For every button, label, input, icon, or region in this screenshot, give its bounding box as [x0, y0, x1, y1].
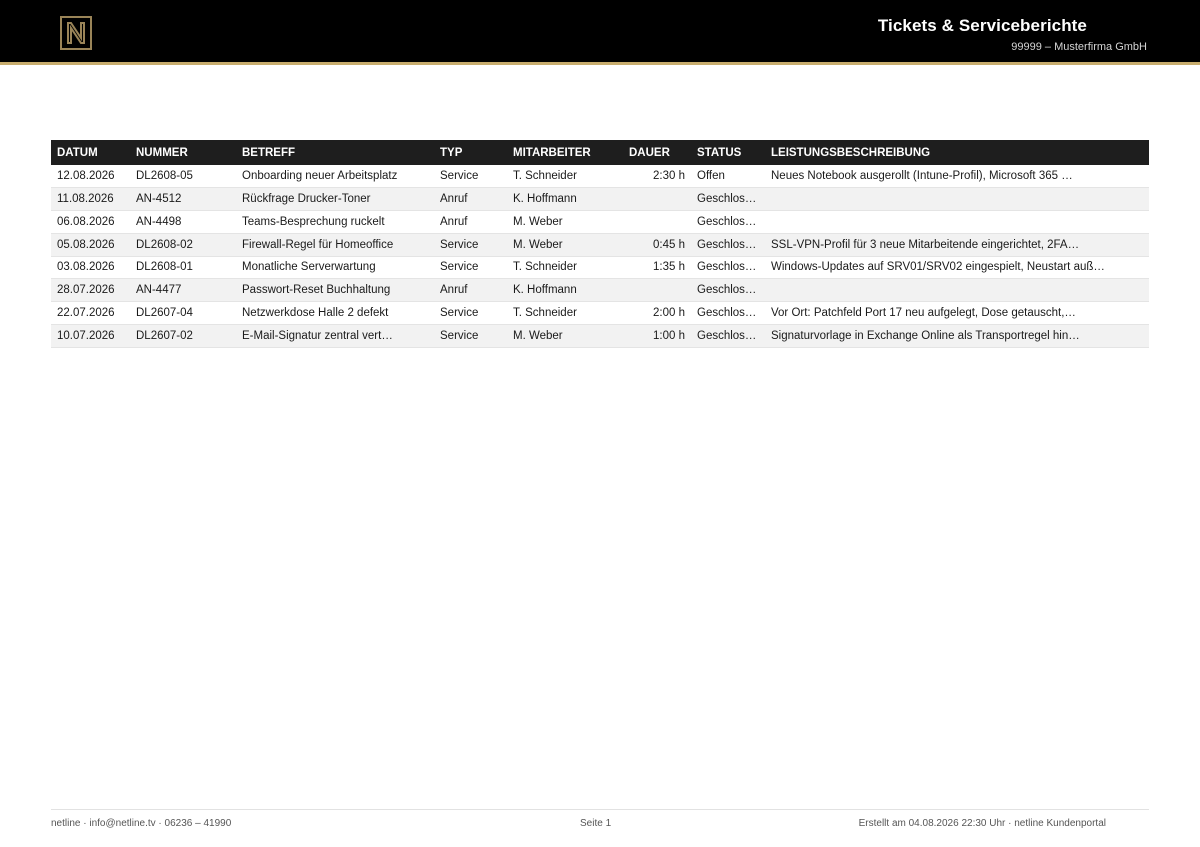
cell-beschreibung: Windows-Updates auf SRV01/SRV02 eingespielt, Neustart auß… [765, 256, 1149, 279]
cell-beschreibung: Neues Notebook ausgerollt (Intune-Profil), Microsoft 365 … [765, 165, 1149, 188]
cell-dauer: 1:35 h [623, 256, 691, 279]
cell-status: Offen [691, 165, 765, 188]
table-row [51, 165, 1149, 188]
table-row [51, 233, 1149, 256]
cell-betreff: Firewall-Regel für Homeoffice [236, 233, 434, 256]
cell-datum: 28.07.2026 [51, 279, 130, 302]
cell-nummer: DL2607-02 [130, 324, 236, 347]
cell-datum: 12.08.2026 [51, 165, 130, 188]
cell-beschreibung: Signaturvorlage in Exchange Online als Transportregel hin… [765, 324, 1149, 347]
cell-status: Geschlos… [691, 256, 765, 279]
cell-beschreibung [765, 279, 1149, 302]
cell-status: Geschlos… [691, 279, 765, 302]
cell-status: Geschlos… [691, 233, 765, 256]
cell-dauer: 0:45 h [623, 233, 691, 256]
column-header-typ: TYP [434, 140, 507, 165]
cell-dauer: 2:30 h [623, 165, 691, 188]
cell-datum: 22.07.2026 [51, 302, 130, 325]
cell-mitarbeiter: K. Hoffmann [507, 188, 623, 211]
cell-typ: Service [434, 165, 507, 188]
cell-dauer [623, 211, 691, 234]
cell-betreff: Onboarding neuer Arbeitsplatz [236, 165, 434, 188]
footer-divider [51, 809, 1149, 810]
cell-typ: Anruf [434, 211, 507, 234]
cell-beschreibung [765, 211, 1149, 234]
footer-contact: netline · info@netline.tv · 06236 – 41990 [51, 818, 232, 829]
cell-betreff: Netzwerkdose Halle 2 defekt [236, 302, 434, 325]
cell-mitarbeiter: M. Weber [507, 324, 623, 347]
table-row [51, 279, 1149, 302]
footer-page-number: Seite 1 [580, 818, 612, 829]
column-header-betreff: BETREFF [236, 140, 434, 165]
cell-status: Geschlos… [691, 211, 765, 234]
cell-dauer [623, 188, 691, 211]
cell-beschreibung [765, 188, 1149, 211]
cell-nummer: AN-4498 [130, 211, 236, 234]
table-row [51, 256, 1149, 279]
column-header-nummer: NUMMER [130, 140, 236, 165]
cell-status: Geschlos… [691, 302, 765, 325]
cell-typ: Anruf [434, 279, 507, 302]
cell-betreff: Monatliche Serverwartung [236, 256, 434, 279]
cell-beschreibung: Vor Ort: Patchfeld Port 17 neu aufgelegt, Dose getauscht,… [765, 302, 1149, 325]
column-header-datum: DATUM [51, 140, 130, 165]
cell-status: Geschlos… [691, 188, 765, 211]
cell-typ: Service [434, 233, 507, 256]
column-header-mitarbeiter: MITARBEITER [507, 140, 623, 165]
cell-dauer: 1:00 h [623, 324, 691, 347]
cell-dauer: 2:00 h [623, 302, 691, 325]
cell-datum: 06.08.2026 [51, 211, 130, 234]
table-row [51, 188, 1149, 211]
cell-typ: Service [434, 302, 507, 325]
cell-betreff: E-Mail-Signatur zentral vert… [236, 324, 434, 347]
page-header [0, 0, 1200, 65]
table-row [51, 324, 1149, 347]
cell-betreff: Teams-Besprechung ruckelt [236, 211, 434, 234]
cell-datum: 03.08.2026 [51, 256, 130, 279]
customer-subtitle: 99999 – Musterfirma GmbH [1011, 41, 1147, 53]
netline-n-logo-icon [60, 16, 92, 50]
column-header-status: STATUS [691, 140, 765, 165]
cell-beschreibung: SSL-VPN-Profil für 3 neue Mitarbeitende eingerichtet, 2FA… [765, 233, 1149, 256]
cell-mitarbeiter: M. Weber [507, 233, 623, 256]
cell-dauer [623, 279, 691, 302]
cell-datum: 05.08.2026 [51, 233, 130, 256]
table-row [51, 211, 1149, 234]
cell-nummer: DL2608-05 [130, 165, 236, 188]
page-title: Tickets & Serviceberichte [877, 16, 1087, 35]
cell-mitarbeiter: T. Schneider [507, 165, 623, 188]
cell-mitarbeiter: M. Weber [507, 211, 623, 234]
cell-mitarbeiter: T. Schneider [507, 256, 623, 279]
cell-nummer: DL2608-02 [130, 233, 236, 256]
cell-betreff: Rückfrage Drucker-Toner [236, 188, 434, 211]
cell-status: Geschlos… [691, 324, 765, 347]
cell-nummer: DL2607-04 [130, 302, 236, 325]
cell-nummer: AN-4512 [130, 188, 236, 211]
cell-nummer: AN-4477 [130, 279, 236, 302]
cell-datum: 11.08.2026 [51, 188, 130, 211]
cell-typ: Anruf [434, 188, 507, 211]
table-header-row [51, 140, 1149, 165]
cell-mitarbeiter: K. Hoffmann [507, 279, 623, 302]
column-header-dauer: DAUER [623, 140, 691, 165]
column-header-leistungsbeschreibung: LEISTUNGSBESCHREIBUNG [765, 140, 1149, 165]
tickets-table [51, 140, 1149, 348]
cell-typ: Service [434, 324, 507, 347]
cell-nummer: DL2608-01 [130, 256, 236, 279]
cell-typ: Service [434, 256, 507, 279]
footer-created-info: Erstellt am 04.08.2026 22:30 Uhr · netline Kundenportal [858, 818, 1106, 829]
cell-mitarbeiter: T. Schneider [507, 302, 623, 325]
table-row [51, 302, 1149, 325]
cell-betreff: Passwort-Reset Buchhaltung [236, 279, 434, 302]
cell-datum: 10.07.2026 [51, 324, 130, 347]
